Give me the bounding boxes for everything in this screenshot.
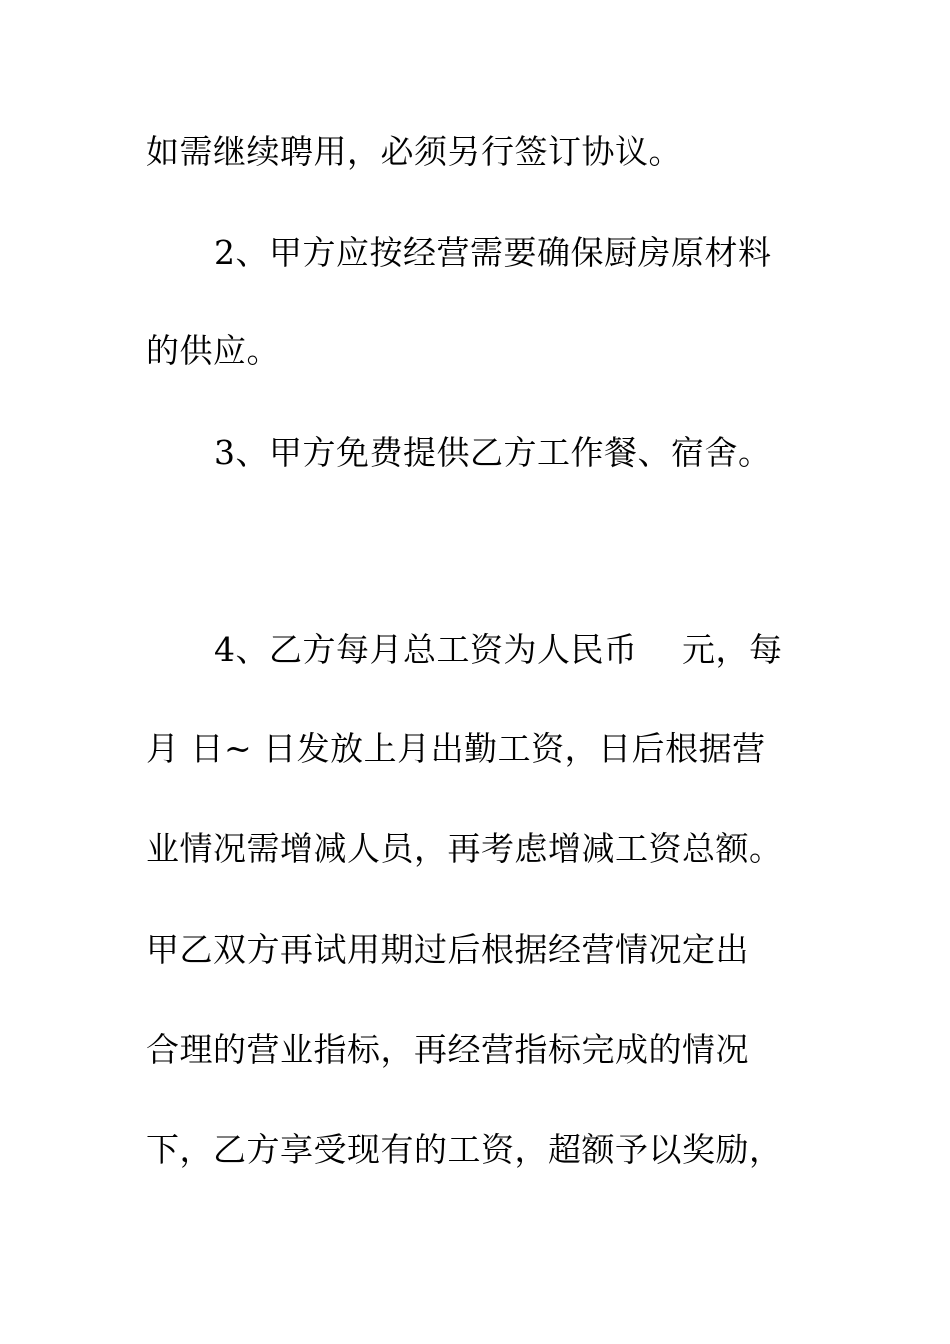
paragraph-line: 下，乙方享受现有的工资，超额予以奖励， bbox=[146, 1130, 783, 1169]
paragraph-line: 甲乙双方再试用期过后根据经营情况定出 bbox=[146, 930, 749, 969]
paragraph-line: 业情况需增减人员，再考虑增减工资总额。 bbox=[146, 829, 783, 868]
paragraph-line: 合理的营业指标，再经营指标完成的情况 bbox=[146, 1030, 749, 1069]
clause-2-line: 2、甲方应按经营需要确保厨房原材料 bbox=[214, 233, 772, 272]
clause-3-line: 3、甲方免费提供乙方工作餐、宿舍。 bbox=[214, 433, 772, 472]
paragraph-line: 月 日~ 日发放上月出勤工资，日后根据营 bbox=[146, 729, 766, 768]
paragraph-line: 的供应。 bbox=[146, 331, 280, 370]
paragraph-line: 如需继续聘用，必须另行签订协议。 bbox=[146, 132, 682, 171]
clause-4-line: 4、乙方每月总工资为人民币 元，每 bbox=[214, 630, 783, 669]
